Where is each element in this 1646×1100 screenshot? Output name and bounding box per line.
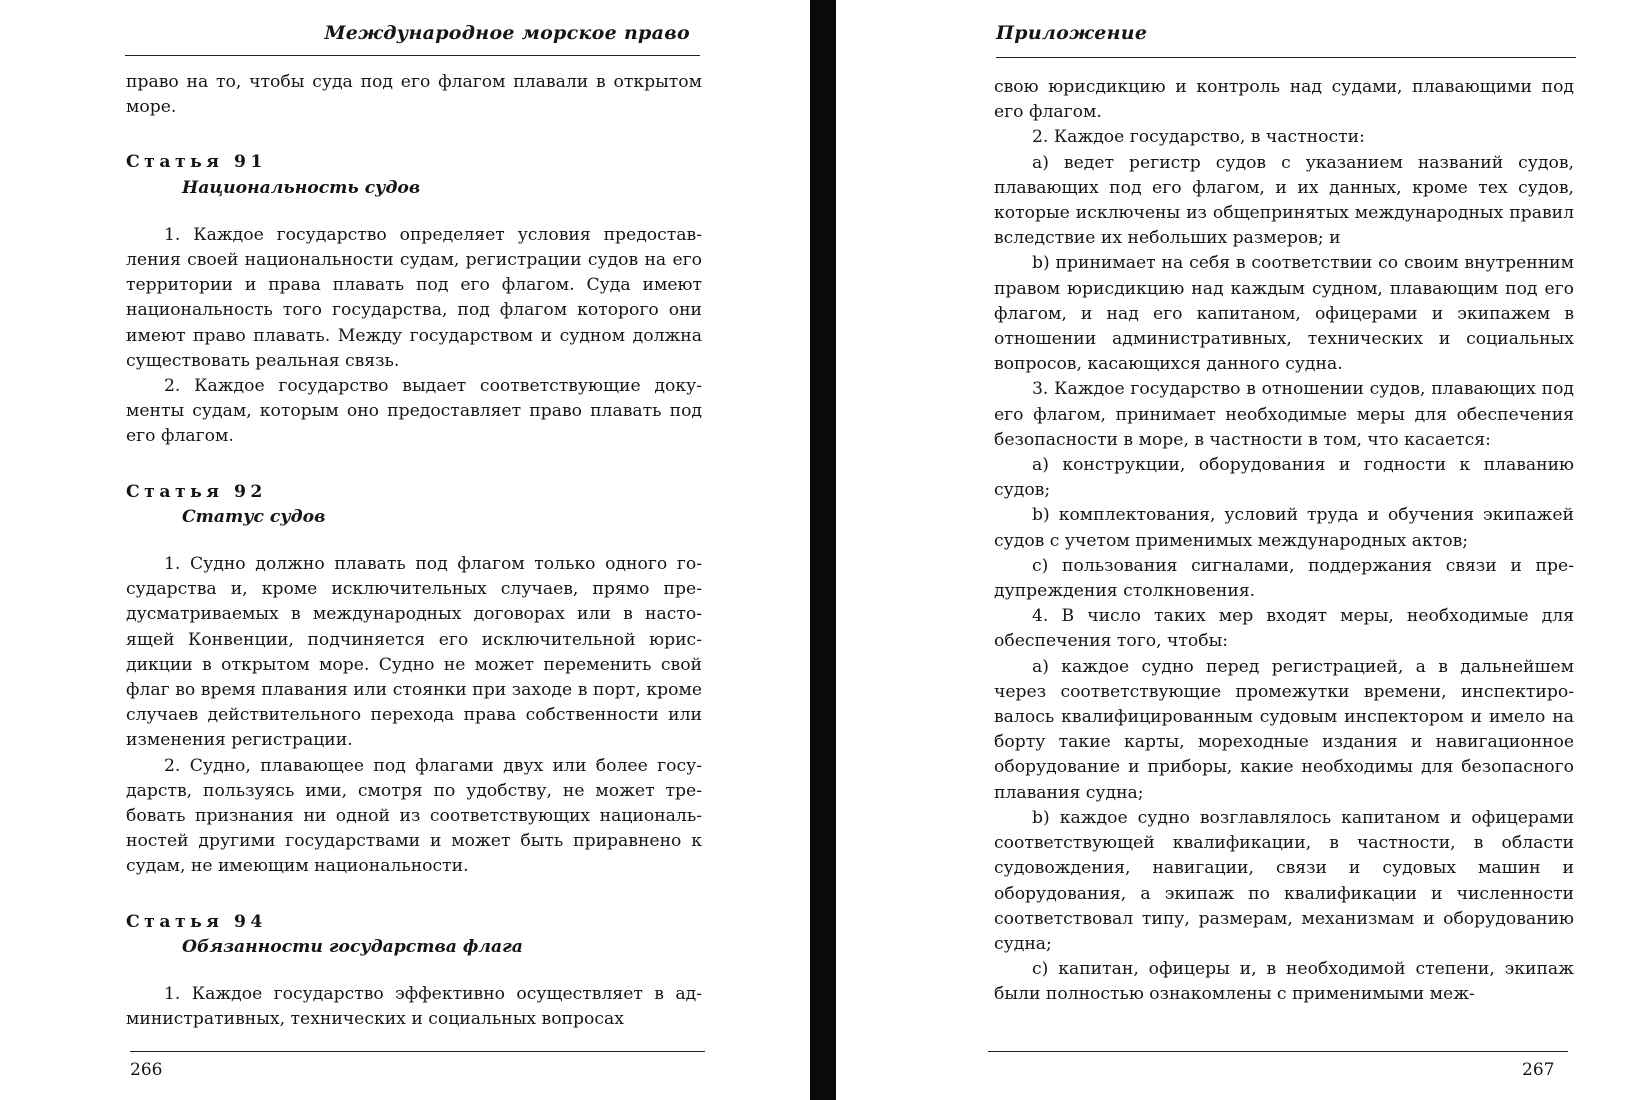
paragraph-4: 4. В число таких мер входят меры, необходимые для обеспечения того, чтобы: [994, 606, 1574, 652]
article-94-title: Обязанности государства флага [182, 936, 523, 957]
right-page [836, 0, 1646, 1100]
continued-paragraph: право на то, чтобы суда под его флагом плавали в открытом море. [126, 72, 702, 118]
left-page [0, 0, 810, 1100]
paragraph-2a: a) ведет регистр судов с указанием названий судов, плавающих под его флагом, и их данных, кроме тех судов, которые исключены из общепринятых международных правил вследствие их небольших размеров; и [994, 152, 1574, 249]
article-91-paragraph-1: 1. Каждое государство определяет условия предоставления своей национальности судам, регистрации судов на его территории и права плавать под его флагом. Суда имеют национальность того государства, под флагом которого они имеют право плавать. Между государством и судном должна существовать реальная связь. [126, 224, 702, 371]
running-head-left: Международное морское право [324, 22, 690, 44]
header-rule-right [996, 57, 1576, 58]
continued-paragraph: свою юрисдикцию и контроль над судами, плавающими под его флагом. [994, 77, 1574, 123]
article-92-title: Статус судов [182, 506, 326, 527]
page-number-right: 267 [1522, 1060, 1555, 1080]
paragraph-4c: c) капитан, офицеры и, в необходимой степени, экипаж были полностью ознакомлены с применимыми меж- [994, 959, 1574, 1005]
paragraph-3b: b) комплектования, условий труда и обучения экипажей судов с учетом применимых международных актов; [994, 505, 1574, 551]
header-rule-left [125, 55, 700, 56]
paragraph-3: 3. Каждое государство в отношении судов, плавающих под его флагом, принимает необходимые меры для обеспечения безопасности в море, в частности в том, что касается: [994, 379, 1574, 450]
article-91-title: Национальность судов [182, 177, 421, 198]
article-92-number: Статья 92 [126, 481, 267, 502]
book-spine-shadow [810, 0, 836, 1100]
article-92-paragraph-1: 1. Судно должно плавать под флагом только одного государства и, кроме исключительных случаев, прямо предусматриваемых в международных договорах или в настоящей Конвенции, подчиняется его исключительной юрисдикции в открытом море. Судно не может переменить свой флаг во время плавания или стоянки при заходе в порт, кроме случаев действительного перехода права собственности или изменения регистрации. [126, 554, 702, 751]
paragraph-3a: a) конструкции, оборудования и годности к плаванию судов; [994, 455, 1574, 501]
footer-rule-left [130, 1051, 705, 1052]
paragraph-4a: a) каждое судно перед регистрацией, а в дальнейшем через соответствующие промежутки времени, инспектировалось квалифицированным судовым инспектором и имело на борту такие карты, мореходные издания и навигационное оборудование и приборы, какие необходимы для безопасного плавания судна; [994, 656, 1574, 803]
article-92-paragraph-2: 2. Судно, плавающее под флагами двух или более государств, пользуясь ими, смотря по удобству, не может требовать признания ни одной из соответствующих национальностей другими государствами и может быть приравнено к судам, не имеющим национальности. [126, 755, 702, 877]
paragraph-2: 2. Каждое государство, в частности: [1032, 127, 1365, 148]
footer-rule-right [988, 1051, 1568, 1052]
paragraph-2b: b) принимает на себя в соответствии со своим внутренним правом юрисдикцию над каждым судном, плавающим под его флагом, и над его капитаном, офицерами и экипажем в отношении административных, технических и социальных вопросов, касающихся данного судна. [994, 253, 1574, 375]
article-94-number: Статья 94 [126, 911, 267, 932]
right-page-body [994, 75, 1574, 1008]
article-91-number: Статья 91 [126, 152, 267, 173]
article-94-paragraph-1: 1. Каждое государство эффективно осуществляет в административных, технических и социальных вопросах [126, 984, 702, 1030]
page-number-left: 266 [130, 1060, 163, 1080]
left-page-body [126, 70, 702, 1033]
running-head-right: Приложение [996, 22, 1148, 44]
article-91-paragraph-2: 2. Каждое государство выдает соответствующие документы судам, которым оно предоставляет право плавать под его флагом. [126, 376, 702, 447]
paragraph-3c: c) пользования сигналами, поддержания связи и предупреждения столкновения. [994, 555, 1574, 602]
paragraph-4b: b) каждое судно возглавлялось капитаном и офицерами соответствующей квалификации, в частности, в области судовождения, навигации, связи и судовых машин и оборудования, а экипаж по квалификации и численности соответствовал типу, размерам, механизмам и оборудованию судна; [994, 807, 1574, 954]
